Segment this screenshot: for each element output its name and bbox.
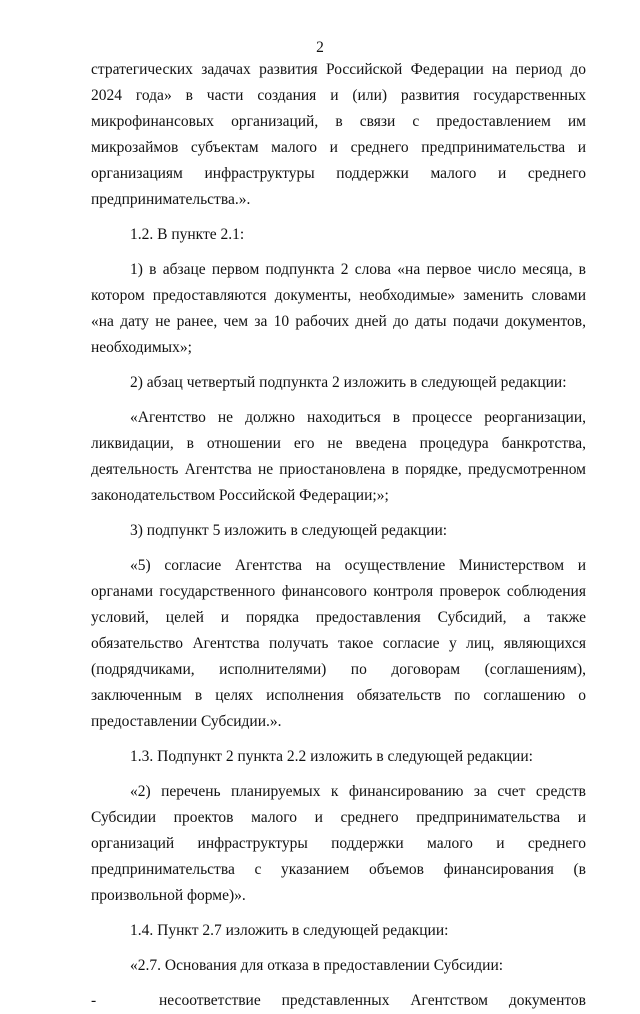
paragraph-clause-1-3: 1.3. Подпункт 2 пункта 2.2 изложить в следующей редакции:: [130, 748, 533, 765]
paragraph-quote-agency: «Агентство не должно находиться в процессе реорганизации, ликвидации, в отношении его не введена процедура банкротства, деятельность Агентства не приостановлена в порядке, предусмотренном законодательством Российской Федерации;»;: [91, 409, 586, 504]
paragraph-quote-consent: «5) согласие Агентства на осуществление Министерством и органами государственного финансового контроля проверок соблюдения условий, целей и порядка предоставления Субсидий, а также обязательство Агентства получать такое согласие у лиц, являющихся (подрядчиками, исполнителями) по договорам (соглашениям), заключенным в целях исполнения обязательств по соглашению о предоставлении Субсидии.».: [91, 557, 586, 730]
paragraph-clause-1-4: 1.4. Пункт 2.7 изложить в следующей редакции:: [130, 922, 449, 939]
paragraph-quote-refusal: «2.7. Основания для отказа в предоставлении Субсидии:: [130, 957, 504, 974]
dash-list-item: [91, 988, 586, 1014]
paragraph-item-3: 3) подпункт 5 изложить в следующей редакции:: [130, 522, 448, 539]
page-number: 2: [316, 39, 324, 56]
paragraph-item-2: 2) абзац четвертый подпункта 2 изложить в следующей редакции:: [130, 374, 567, 391]
paragraph-continuation: стратегических задачах развития Российской Федерации на период до 2024 года» в части создания и (или) развития государственных микрофинансовых организаций, в связи с предоставлением им микрозаймов субъектам малого и среднего предпринимательства и организациям инфраструктуры поддержки малого и среднего предпринимательства.».: [91, 61, 586, 208]
dash-marker: -: [91, 992, 97, 1009]
dash-item-text: несоответствие представленных Агентством документов: [159, 992, 586, 1009]
document-body: [91, 57, 586, 1014]
paragraph-clause-1-2: 1.2. В пункте 2.1:: [130, 226, 245, 243]
paragraph-item-1: 1) в абзаце первом подпункта 2 слова «на первое число месяца, в котором предоставляются документы, необходимые» заменить словами «на дату не ранее, чем за 10 рабочих дней до даты подачи документов, необходимых»;: [91, 261, 586, 356]
paragraph-quote-list: «2) перечень планируемых к финансированию за счет средств Субсидии проектов малого и среднего предпринимательства и организаций инфраструктуры поддержки малого и среднего предпринимательства с указанием объемов финансирования (в произвольной форме)».: [91, 783, 586, 904]
